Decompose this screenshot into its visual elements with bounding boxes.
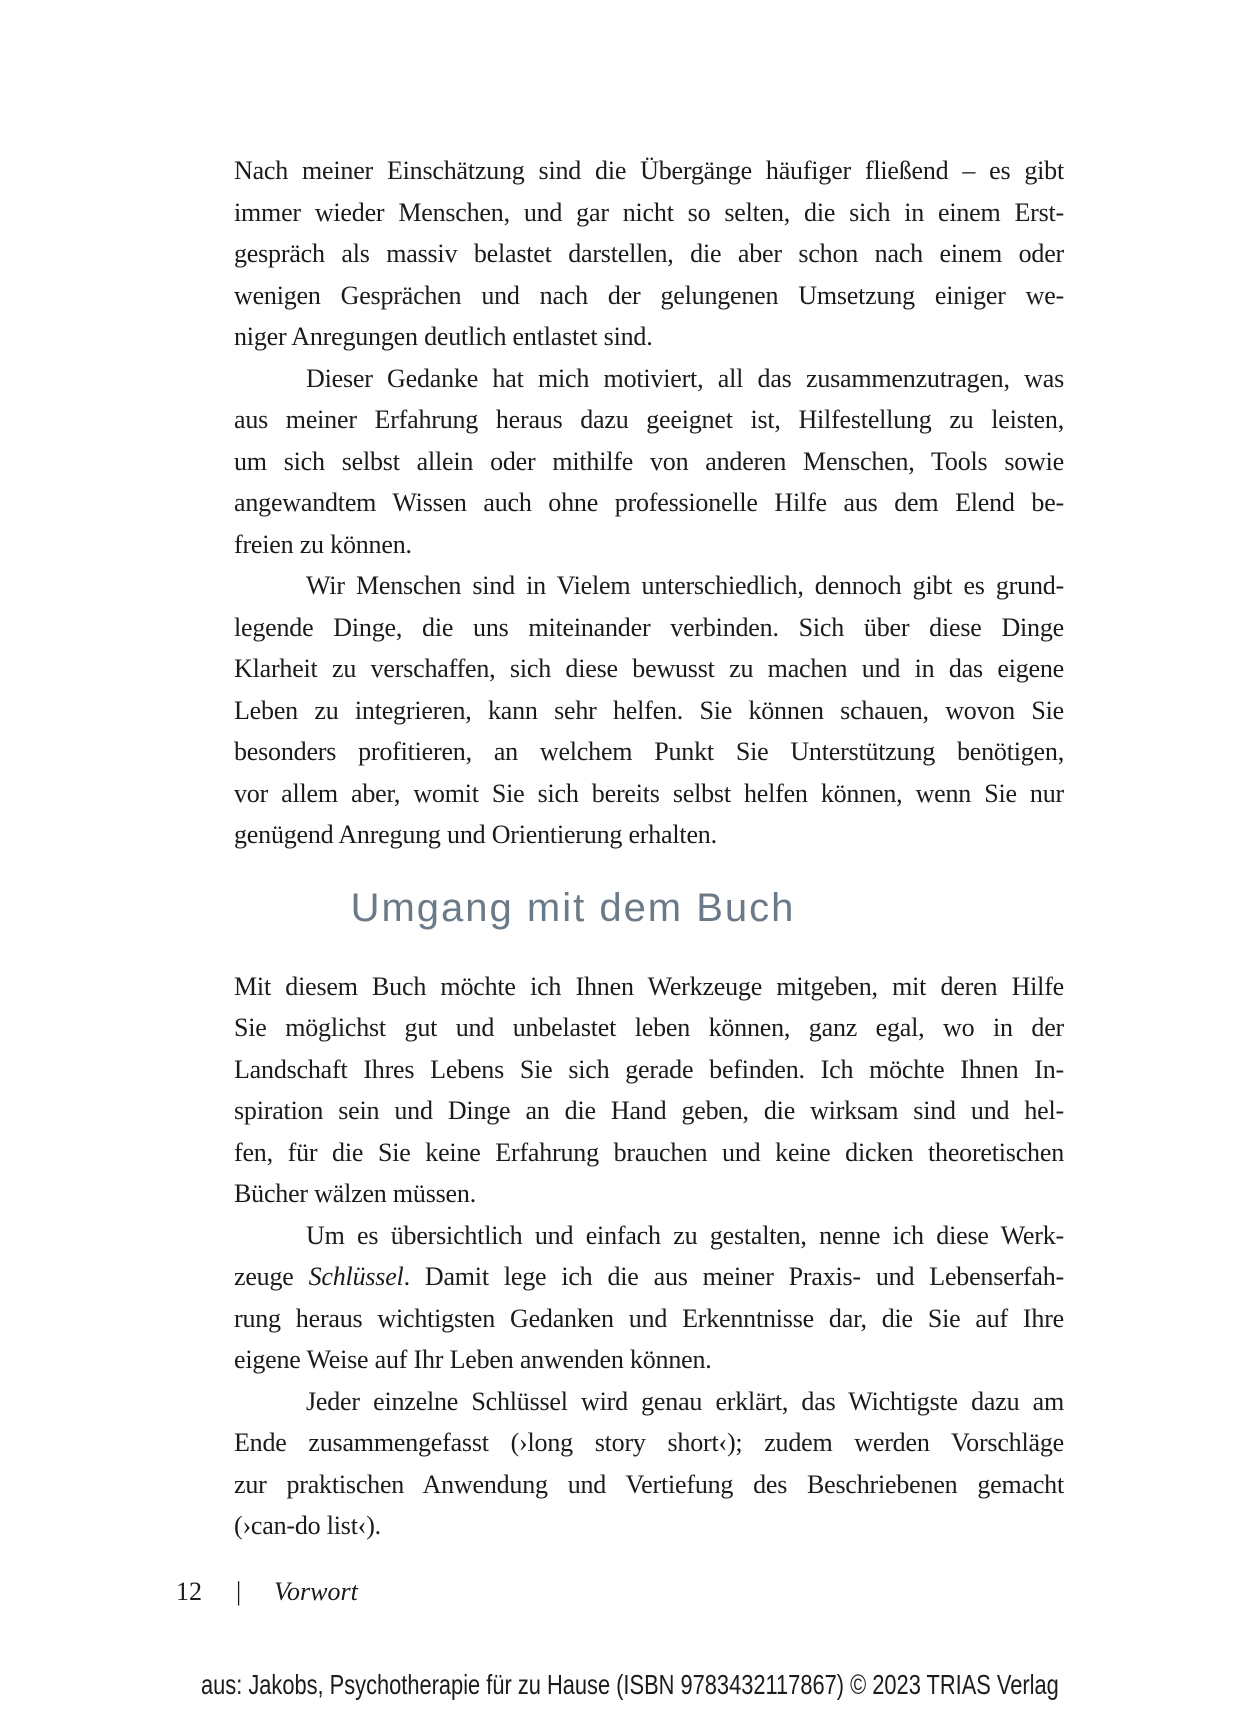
text-segment: zeuge (234, 1262, 309, 1291)
text-line: fen, für die Sie keine Erfahrung brauchen und keine dicken theoretischen (234, 1137, 1064, 1167)
section-heading: Umgang mit dem Buch (350, 885, 796, 930)
text-line: zur praktischen Anwendung und Vertiefung des Beschriebenen gemacht (234, 1469, 1064, 1499)
text-line: vor allem aber, womit Sie sich bereits selbst helfen können, wenn Sie nur (234, 778, 1064, 808)
credit-line (0, 1668, 1260, 1702)
text-line: Landschaft Ihres Lebens Sie sich gerade befinden. Ich möchte Ihnen In- (234, 1054, 1064, 1084)
paragraph (234, 358, 1064, 566)
text-line: Um es übersichtlich und einfach zu gestalten, nenne ich diese Werk- (306, 1220, 1064, 1250)
text-line: (›can-do list‹). (234, 1511, 381, 1540)
text-line: immer wieder Menschen, und gar nicht so selten, die sich in einem Erst- (234, 197, 1064, 227)
text-line: besonders profitieren, an welchem Punkt Sie Unterstützung benötigen, (234, 737, 1064, 766)
text-line: Wir Menschen sind in Vielem unterschiedlich, dennoch gibt es grund- (306, 571, 1064, 600)
text-line: aus meiner Erfahrung heraus dazu geeignet ist, Hilfestellung zu leisten, (234, 405, 1064, 434)
text-line: Bücher wälzen müssen. (234, 1179, 477, 1208)
text-line: rung heraus wichtigsten Gedanken und Erkenntnisse dar, die Sie auf Ihre (234, 1303, 1064, 1333)
text-line: Leben zu integrieren, kann sehr helfen. Sie können schauen, wovon Sie (234, 695, 1064, 725)
footer-divider: | (236, 1577, 242, 1606)
text-column (234, 150, 1064, 1547)
text-line: Jeder einzelne Schlüssel wird genau erklärt, das Wichtigste dazu am (306, 1386, 1064, 1416)
text-line: Ende zusammengefasst (›long story short‹); zudem werden Vorschläge (234, 1428, 1064, 1457)
text-line: genügend Anregung und Orientierung erhalten. (234, 820, 717, 849)
text-segment: . Damit lege ich die aus meiner Praxis- und Lebenserfah- (403, 1262, 1064, 1291)
emphasized-term: Schlüssel (308, 1262, 404, 1291)
text-line: Nach meiner Einschätzung sind die Übergänge häufiger fließend – es gibt (234, 156, 1064, 185)
text-line (234, 1256, 1064, 1298)
text-line: angewandtem Wissen auch ohne professionelle Hilfe aus dem Elend be- (234, 488, 1064, 517)
text-line: gespräch als massiv belastet darstellen, die aber schon nach einem oder (234, 239, 1064, 268)
text-line: wenigen Gesprächen und nach der gelungenen Umsetzung einiger we- (234, 280, 1064, 310)
text-line: Mit diesem Buch möchte ich Ihnen Werkzeuge mitgeben, mit deren Hilfe (234, 971, 1064, 1001)
paragraph (234, 150, 1064, 358)
text-line: eigene Weise auf Ihr Leben anwenden können. (234, 1345, 712, 1374)
paragraph (234, 1215, 1064, 1381)
paragraph (234, 1381, 1064, 1547)
page-footer (0, 1576, 1260, 1616)
text-line: niger Anregungen deutlich entlastet sind. (234, 322, 653, 351)
text-line: spiration sein und Dinge an die Hand geben, die wirksam sind und hel- (234, 1096, 1064, 1125)
text-line: Dieser Gedanke hat mich motiviert, all das zusammenzutragen, was (306, 363, 1064, 393)
paragraph (234, 966, 1064, 1215)
text-line: legende Dinge, die uns miteinander verbinden. Sich über diese Dinge (234, 612, 1064, 642)
text-line: um sich selbst allein oder mithilfe von anderen Menschen, Tools sowie (234, 446, 1064, 476)
paragraph (234, 565, 1064, 856)
text-line: freien zu können. (234, 529, 412, 559)
section-label: Vorwort (274, 1577, 358, 1606)
page-number: 12 (176, 1577, 202, 1606)
text-line: Klarheit zu verschaffen, sich diese bewusst zu machen und in das eigene (234, 654, 1064, 683)
text-line: Sie möglichst gut und unbelastet leben können, ganz egal, wo in der (234, 1013, 1064, 1042)
credit-text: aus: Jakobs, Psychotherapie für zu Hause (ISBN 9783432117867) © 2023 TRIAS Verlag (201, 1669, 1059, 1700)
